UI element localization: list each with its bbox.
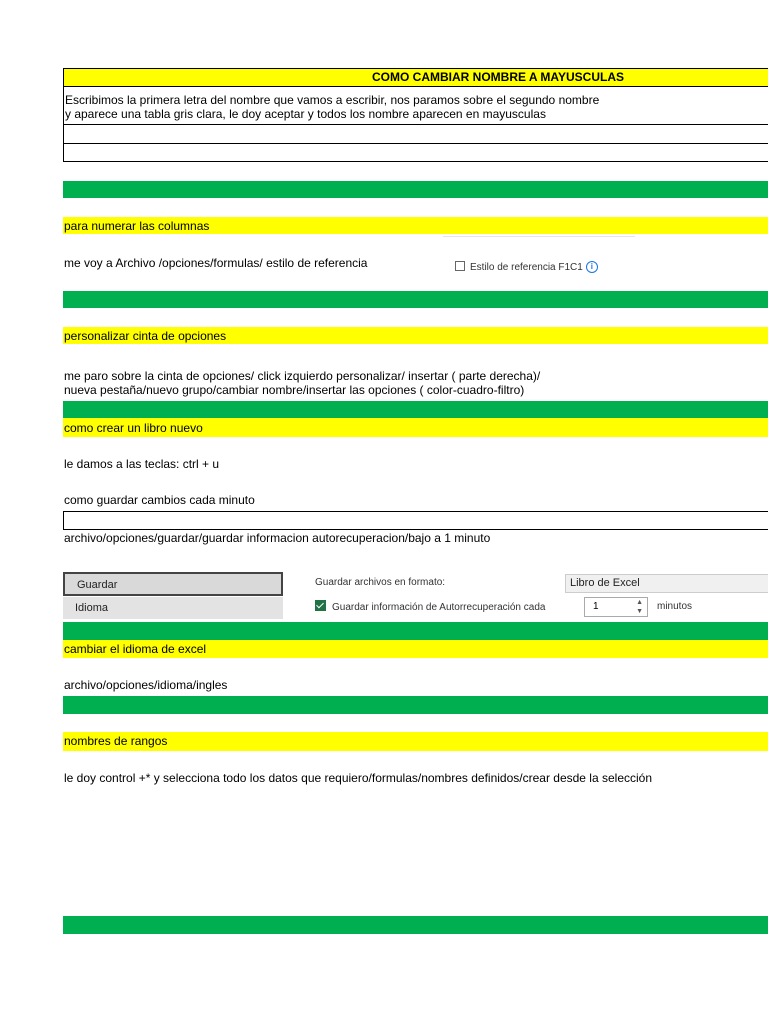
minutes-spinner[interactable] [584,597,648,617]
section6-text: le doy control +* y selecciona todo los datos que requiero/formulas/nombres definidos/crear desde la selección [64,771,652,785]
nav-guardar-label: Guardar [77,579,118,591]
minutes-unit: minutos [657,601,693,612]
section4-sub: como guardar cambios cada minuto [64,493,255,507]
nav-idioma-label: Idioma [75,602,109,614]
green-divider [63,696,768,714]
format-label: Guardar archivos en formato: [315,577,446,588]
info-icon: i [586,261,598,273]
section4-path: archivo/opciones/guardar/guardar informacion autorecuperacion/bajo a 1 minuto [64,531,491,545]
section4-heading: como crear un libro nuevo [64,421,203,435]
green-divider [63,181,768,198]
minutes-value: 1 [593,601,599,612]
section1-desc-cell [63,87,768,125]
section5-text: archivo/opciones/idioma/ingles [64,678,228,692]
checked-checkbox[interactable] [315,600,326,611]
empty-cell-row [63,511,768,530]
section3-line2: nueva pestaña/nuevo grupo/cambiar nombre/insertar las opciones ( color-cuadro-filtro) [64,383,525,397]
options-panel-fragment [443,236,635,287]
section4-text: le damos a las teclas: ctrl + u [64,457,220,471]
autorecover-row[interactable] [315,600,545,613]
section2-text: me voy a Archivo /opciones/formulas/ estilo de referencia [64,256,368,270]
green-divider [63,401,768,418]
section2-heading: para numerar las columnas [64,219,210,233]
section3-heading: personalizar cinta de opciones [64,329,227,343]
empty-cell-row [63,143,768,162]
section1-title: COMO CAMBIAR NOMBRE A MAYUSCULAS [372,70,624,84]
format-select[interactable] [565,574,768,593]
spinner-arrows-icon[interactable]: ▲ ▼ [636,599,643,615]
green-divider [63,291,768,308]
nav-guardar[interactable] [63,572,283,596]
section3-line1: me paro sobre la cinta de opciones/ click izquierdo personalizar/ insertar ( parte derecha)/ [64,369,541,383]
section1-title-bar [63,68,768,87]
section5-heading: cambiar el idioma de excel [64,642,207,656]
nav-idioma[interactable] [63,597,283,619]
section6-heading-bar [63,732,768,751]
green-divider [63,916,768,934]
autorecover-label: Guardar información de Autorrecuperación cada [332,602,546,613]
green-divider [63,622,768,640]
option-label: Estilo de referencia F1C1 [470,262,583,273]
section6-heading: nombres de rangos [64,734,168,748]
empty-cell-row [63,124,768,144]
checkbox[interactable] [455,261,465,271]
option-row[interactable] [455,261,598,273]
section1-line1: Escribimos la primera letra del nombre que vamos a escribir, nos paramos sobre el segundo nombre [65,93,600,107]
section1-line2: y aparece una tabla gris clara, le doy aceptar y todos los nombre aparecen en mayusculas [65,107,546,121]
format-value: Libro de Excel [570,577,640,589]
